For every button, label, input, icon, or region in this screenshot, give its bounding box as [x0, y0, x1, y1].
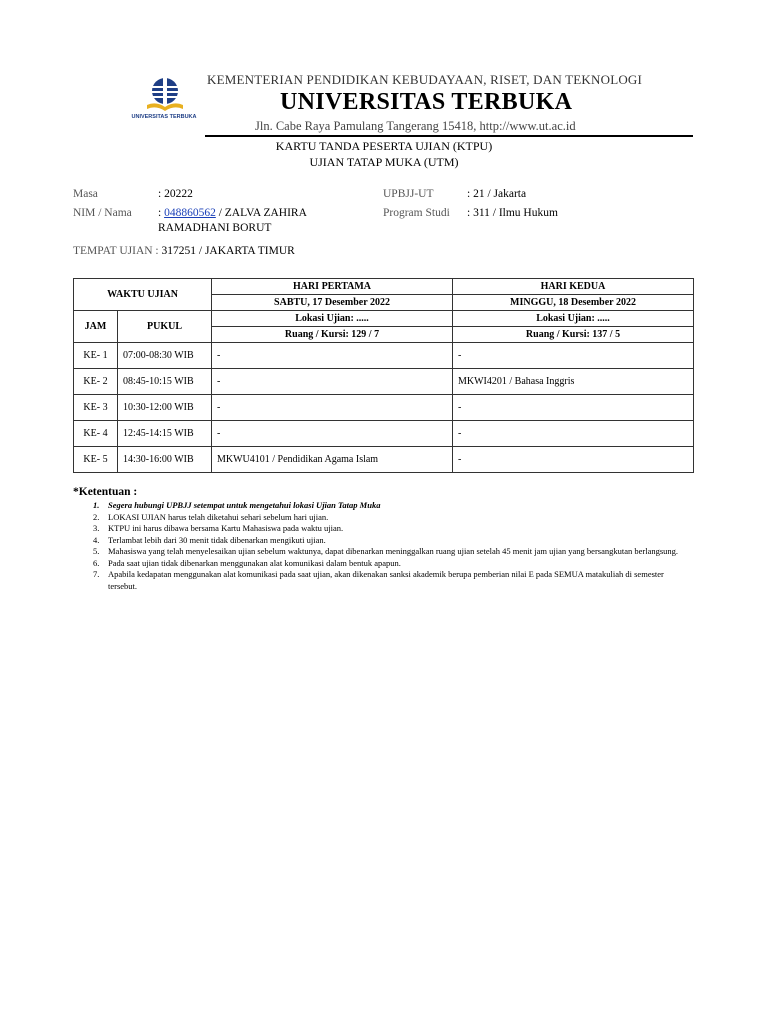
pukul-cell: 14:30-16:00 WIB — [118, 447, 212, 473]
table-row — [74, 369, 694, 395]
day1-course-cell: - — [212, 343, 453, 369]
list-item — [93, 546, 693, 558]
note-text: KTPU ini harus dibawa bersama Kartu Mahasiswa pada waktu ujian. — [108, 523, 344, 533]
waktu-ujian-header: WAKTU UJIAN — [74, 279, 212, 311]
day1-lokasi: Lokasi Ujian: ..... — [212, 311, 453, 327]
note-number: 4. — [93, 534, 100, 545]
logo-caption: UNIVERSITAS TERBUKA — [131, 114, 197, 120]
day2-header: HARI KEDUA — [453, 279, 694, 295]
tempat-label: TEMPAT UJIAN : — [73, 245, 162, 257]
table-row — [74, 343, 694, 369]
day1-course-cell: - — [212, 395, 453, 421]
jam-cell: KE- 4 — [74, 421, 118, 447]
table-row — [74, 447, 694, 473]
pukul-cell: 08:45-10:15 WIB — [118, 369, 212, 395]
note-number: 3. — [93, 523, 100, 533]
nim-prefix: : — [158, 207, 165, 219]
day1-ruang: Ruang / Kursi: 129 / 7 — [212, 327, 453, 343]
note-text: Segera hubungi UPBJJ setempat untuk mengetahui lokasi Ujian Tatap Muka — [108, 500, 381, 510]
tempat-value: 317251 / JAKARTA TIMUR — [161, 245, 295, 257]
university-name: UNIVERSITAS TERBUKA — [280, 89, 573, 115]
upbjj-value: : 21 / Jakarta — [467, 188, 527, 200]
prodi-label: Program Studi — [383, 207, 450, 219]
note-number: 7. — [93, 569, 100, 579]
jam-cell: KE- 2 — [74, 369, 118, 395]
note-text: LOKASI UJIAN harus telah diketahui sehari sebelum hari ujian. — [108, 511, 329, 522]
nim-name-value — [158, 207, 307, 219]
card-title: KARTU TANDA PESERTA UJIAN (KTPU) — [275, 139, 493, 153]
day2-course-cell: - — [453, 343, 694, 369]
day2-date: MINGGU, 18 Desember 2022 — [453, 295, 694, 311]
day1-course-cell: MKWU4101 / Pendidikan Agama Islam — [212, 447, 453, 473]
masa-label: Masa — [73, 188, 98, 200]
header-divider — [205, 135, 693, 137]
note-number: 1. — [93, 500, 100, 510]
day2-course-cell: MKWI4201 / Bahasa Inggris — [453, 369, 694, 395]
ministry-name: KEMENTERIAN PENDIDIKAN KEBUDAYAAN, RISET, DAN TEKNOLOGI — [207, 72, 643, 87]
note-number: 2. — [93, 511, 100, 522]
nama-line2: RAMADHANI BORUT — [158, 222, 272, 234]
day2-ruang: Ruang / Kursi: 137 / 5 — [453, 327, 694, 343]
nama-line1: / ZALVA ZAHIRA — [215, 207, 307, 219]
note-text: Terlambat lebih dari 30 menit tidak dibenarkan mengikuti ujian. — [108, 534, 326, 545]
exam-schedule-table — [73, 278, 694, 473]
jam-header: JAM — [74, 311, 118, 343]
upbjj-label: UPBJJ-UT — [383, 188, 434, 200]
pukul-cell: 12:45-14:15 WIB — [118, 421, 212, 447]
day2-course-cell: - — [453, 447, 694, 473]
day2-lokasi: Lokasi Ujian: ..... — [453, 311, 694, 327]
pukul-cell: 07:00-08:30 WIB — [118, 343, 212, 369]
list-item — [93, 569, 693, 592]
card-subtitle: UJIAN TATAP MUKA (UTM) — [309, 155, 459, 169]
nim-link[interactable]: 048860562 — [164, 207, 216, 219]
day1-date: SABTU, 17 Desember 2022 — [212, 295, 453, 311]
notes-list — [93, 500, 693, 592]
note-number: 6. — [93, 557, 100, 568]
nim-label: NIM / Nama — [73, 207, 132, 219]
table-row — [74, 395, 694, 421]
list-item — [93, 523, 693, 535]
list-item — [93, 534, 693, 547]
pukul-header: PUKUL — [118, 311, 212, 343]
day2-course-cell: - — [453, 395, 694, 421]
prodi-value: : 311 / Ilmu Hukum — [467, 207, 558, 219]
note-text: Mahasiswa yang telah menyelesaikan ujian sebelum waktunya, dapat dibenarkan meninggalkan ruang ujian setelah 45 menit jam ujian yang bersangkutan berlangsung. — [108, 546, 679, 556]
day1-course-cell: - — [212, 421, 453, 447]
day1-course-cell: - — [212, 369, 453, 395]
list-item — [93, 500, 693, 512]
jam-cell: KE- 3 — [74, 395, 118, 421]
day2-course-cell: - — [453, 421, 694, 447]
list-item — [93, 557, 693, 570]
list-item — [93, 511, 693, 524]
jam-cell: KE- 1 — [74, 343, 118, 369]
day1-header: HARI PERTAMA — [212, 279, 453, 295]
note-text: Pada saat ujian tidak dibenarkan menggunakan alat komunikasi dalam bentuk apapun. — [108, 557, 401, 568]
tempat-ujian — [73, 245, 295, 257]
table-row — [74, 421, 694, 447]
pukul-cell: 10:30-12:00 WIB — [118, 395, 212, 421]
note-text: Apabila kedapatan menggunakan alat komunikasi pada saat ujian, akan dikenakan sanksi akademik berupa pemberian nilai E pada SEMUA matakuliah di semester tersebut. — [108, 569, 664, 591]
notes-title: *Ketentuan : — [73, 486, 138, 498]
masa-value: : 20222 — [158, 188, 193, 200]
jam-cell: KE- 5 — [74, 447, 118, 473]
university-address: Jln. Cabe Raya Pamulang Tangerang 15418, http://www.ut.ac.id — [255, 119, 576, 133]
note-number: 5. — [93, 546, 100, 556]
